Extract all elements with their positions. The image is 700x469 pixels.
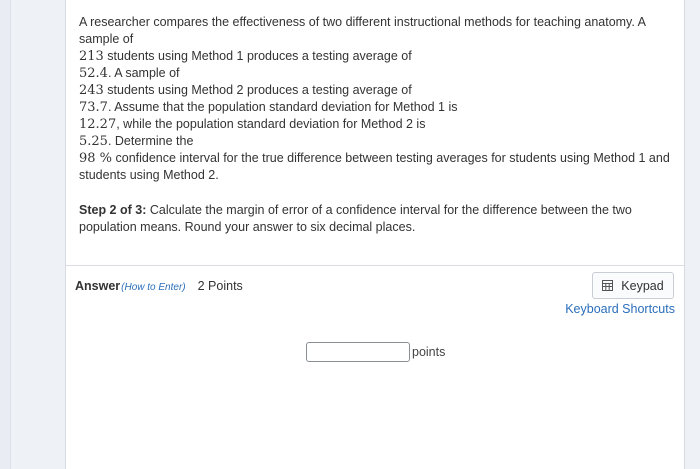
keyboard-shortcuts-link[interactable]: Keyboard Shortcuts (565, 302, 675, 316)
section-divider (66, 265, 684, 266)
step-text: Calculate the margin of error of a confidence interval for the difference between the two population means. Round your answer to six decimal places. (79, 203, 632, 234)
answer-label: Answer (75, 279, 121, 293)
keypad-button[interactable] (592, 272, 674, 299)
question-line-n2 (79, 82, 671, 99)
answer-input-group (306, 342, 445, 362)
mean-2: 73.7 (79, 100, 108, 115)
question-line-mean2 (79, 99, 671, 116)
question-fragment: , while the population standard deviation for Method 2 is (116, 117, 426, 131)
step-instructions (79, 202, 671, 236)
question-line-sd1 (79, 116, 671, 133)
question-fragment: . Assume that the population standard deviation for Method 1 is (107, 100, 458, 114)
question-text (66, 0, 684, 236)
keypad-label: Keypad (621, 278, 664, 293)
answer-input[interactable] (306, 342, 410, 362)
std-dev-1: 12.27 (79, 117, 117, 132)
question-fragment: confidence interval for the true difference between testing averages for students using Method 1 and students using Method 2. (79, 151, 670, 182)
sample-size-2: 243 (79, 83, 104, 98)
question-line-n1 (79, 48, 671, 65)
confidence-level: 98 % (79, 151, 113, 166)
question-fragment: . Determine the (107, 134, 194, 148)
question-line-sd2 (79, 133, 671, 150)
step-label: Step 2 of 3: (79, 203, 147, 217)
sample-size-1: 213 (79, 49, 104, 64)
question-fragment: students using Method 2 produces a testing average of (103, 83, 412, 97)
question-line-conf (79, 150, 671, 184)
question-fragment: students using Method 1 produces a testing average of (103, 49, 412, 63)
std-dev-2: 5.25 (79, 134, 108, 149)
question-fragment: . A sample of (107, 66, 180, 80)
question-line-mean1 (79, 65, 671, 82)
answer-header (75, 279, 243, 293)
question-panel (65, 0, 685, 469)
keypad-icon (602, 280, 613, 291)
answer-unit: points (412, 345, 446, 359)
how-to-enter-link[interactable]: (How to Enter) (121, 282, 186, 293)
question-intro: A researcher compares the effectiveness of two different instructional methods for teaching anatomy. A sample of (79, 15, 646, 46)
points-value: 2 Points (197, 279, 243, 293)
left-sidebar-strip (0, 0, 11, 469)
mean-1: 52.4 (79, 66, 108, 81)
